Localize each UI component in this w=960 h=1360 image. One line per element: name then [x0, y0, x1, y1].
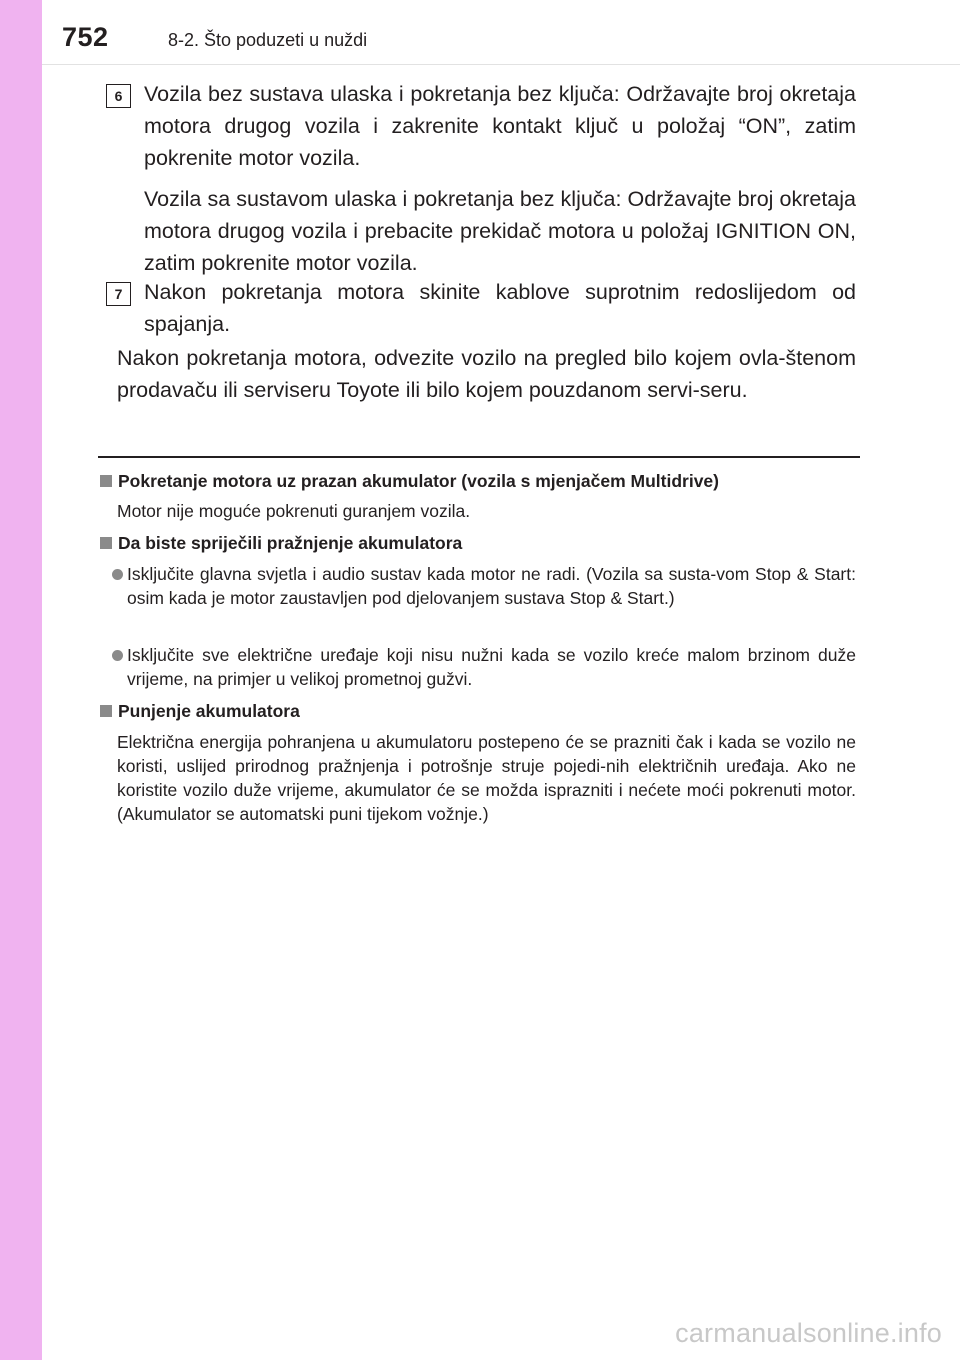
note-title-charging: Punjenje akumulatora	[98, 699, 860, 723]
watermark: carmanualsonline.info	[675, 1318, 942, 1348]
summary-paragraph: Nakon pokretanja motora, odvezite vozilo na pregled bilo kojem ovla-štenom prodavaču ili serviseru Toyote ili bilo kojem pouzdanom servi-seru.	[117, 346, 856, 402]
step-number-badge: 6	[106, 84, 131, 108]
bullet-item: Isključite glavna svjetla i audio sustav kada motor ne radi. (Vozila sa susta-vom Stop & Start: osim kada je motor zaustavljen pod djelovanjem sustava Stop & Start.)	[112, 562, 856, 610]
page-header	[62, 22, 367, 62]
section-divider	[98, 456, 860, 458]
chapter-side-tab	[0, 0, 42, 1360]
step-7	[106, 276, 856, 340]
square-bullet-icon	[100, 475, 112, 487]
round-bullet-icon	[112, 569, 123, 580]
step-paragraph: Vozila sa sustavom ulaska i pokretanja bez ključa: Održavajte broj okretaja motora drugog vozila i prebacite prekidač motora u položaj IGNITION ON, zatim pokrenite motor vozila.	[144, 187, 856, 275]
note-title-multidrive: Pokretanje motora uz prazan akumulator (vozila s mjenjačem Multidrive)	[98, 469, 860, 493]
square-bullet-icon	[100, 537, 112, 549]
note-title-discharge: Da biste spriječili pražnjenje akumulatora	[98, 531, 860, 555]
step-6	[106, 78, 856, 279]
step-body	[144, 78, 856, 279]
bullet-item: Isključite sve električne uređaje koji nisu nužni kada se vozilo kreće malom brzinom duže vrijeme, na primjer u velikoj prometnoj gužvi.	[112, 643, 856, 691]
header-rule	[42, 64, 960, 65]
round-bullet-icon	[112, 650, 123, 661]
step-paragraph: Nakon pokretanja motora skinite kablove suprotnim redoslijedom od spajanja.	[144, 280, 856, 336]
square-bullet-icon	[100, 705, 112, 717]
step-number-badge: 7	[106, 282, 131, 306]
note-text-multidrive: Motor nije moguće pokrenuti guranjem vozila.	[117, 501, 471, 521]
step-body	[144, 276, 856, 340]
note-text-charging: Električna energija pohranjena u akumulatoru postepeno će se prazniti čak i kada se vozilo ne koristi, uslijed prirodnog pražnjenja i potrošnje struje pojedi-nih električnih uređaja. Ako ne koristite vozilo duže vrijeme, akumulator će se možda isprazniti i nećete moći pokrenuti motor. (Akumulator se automatski puni tijekom vožnje.)	[117, 732, 856, 824]
page-number: 752	[62, 22, 109, 52]
step-paragraph: Vozila bez sustava ulaska i pokretanja bez ključa: Održavajte broj okretaja motora drugog vozila i zakrenite kontakt ključ u položaj “ON”, zatim pokrenite motor vozila.	[144, 82, 856, 170]
section-title: 8-2. Što poduzeti u nuždi	[168, 30, 368, 50]
